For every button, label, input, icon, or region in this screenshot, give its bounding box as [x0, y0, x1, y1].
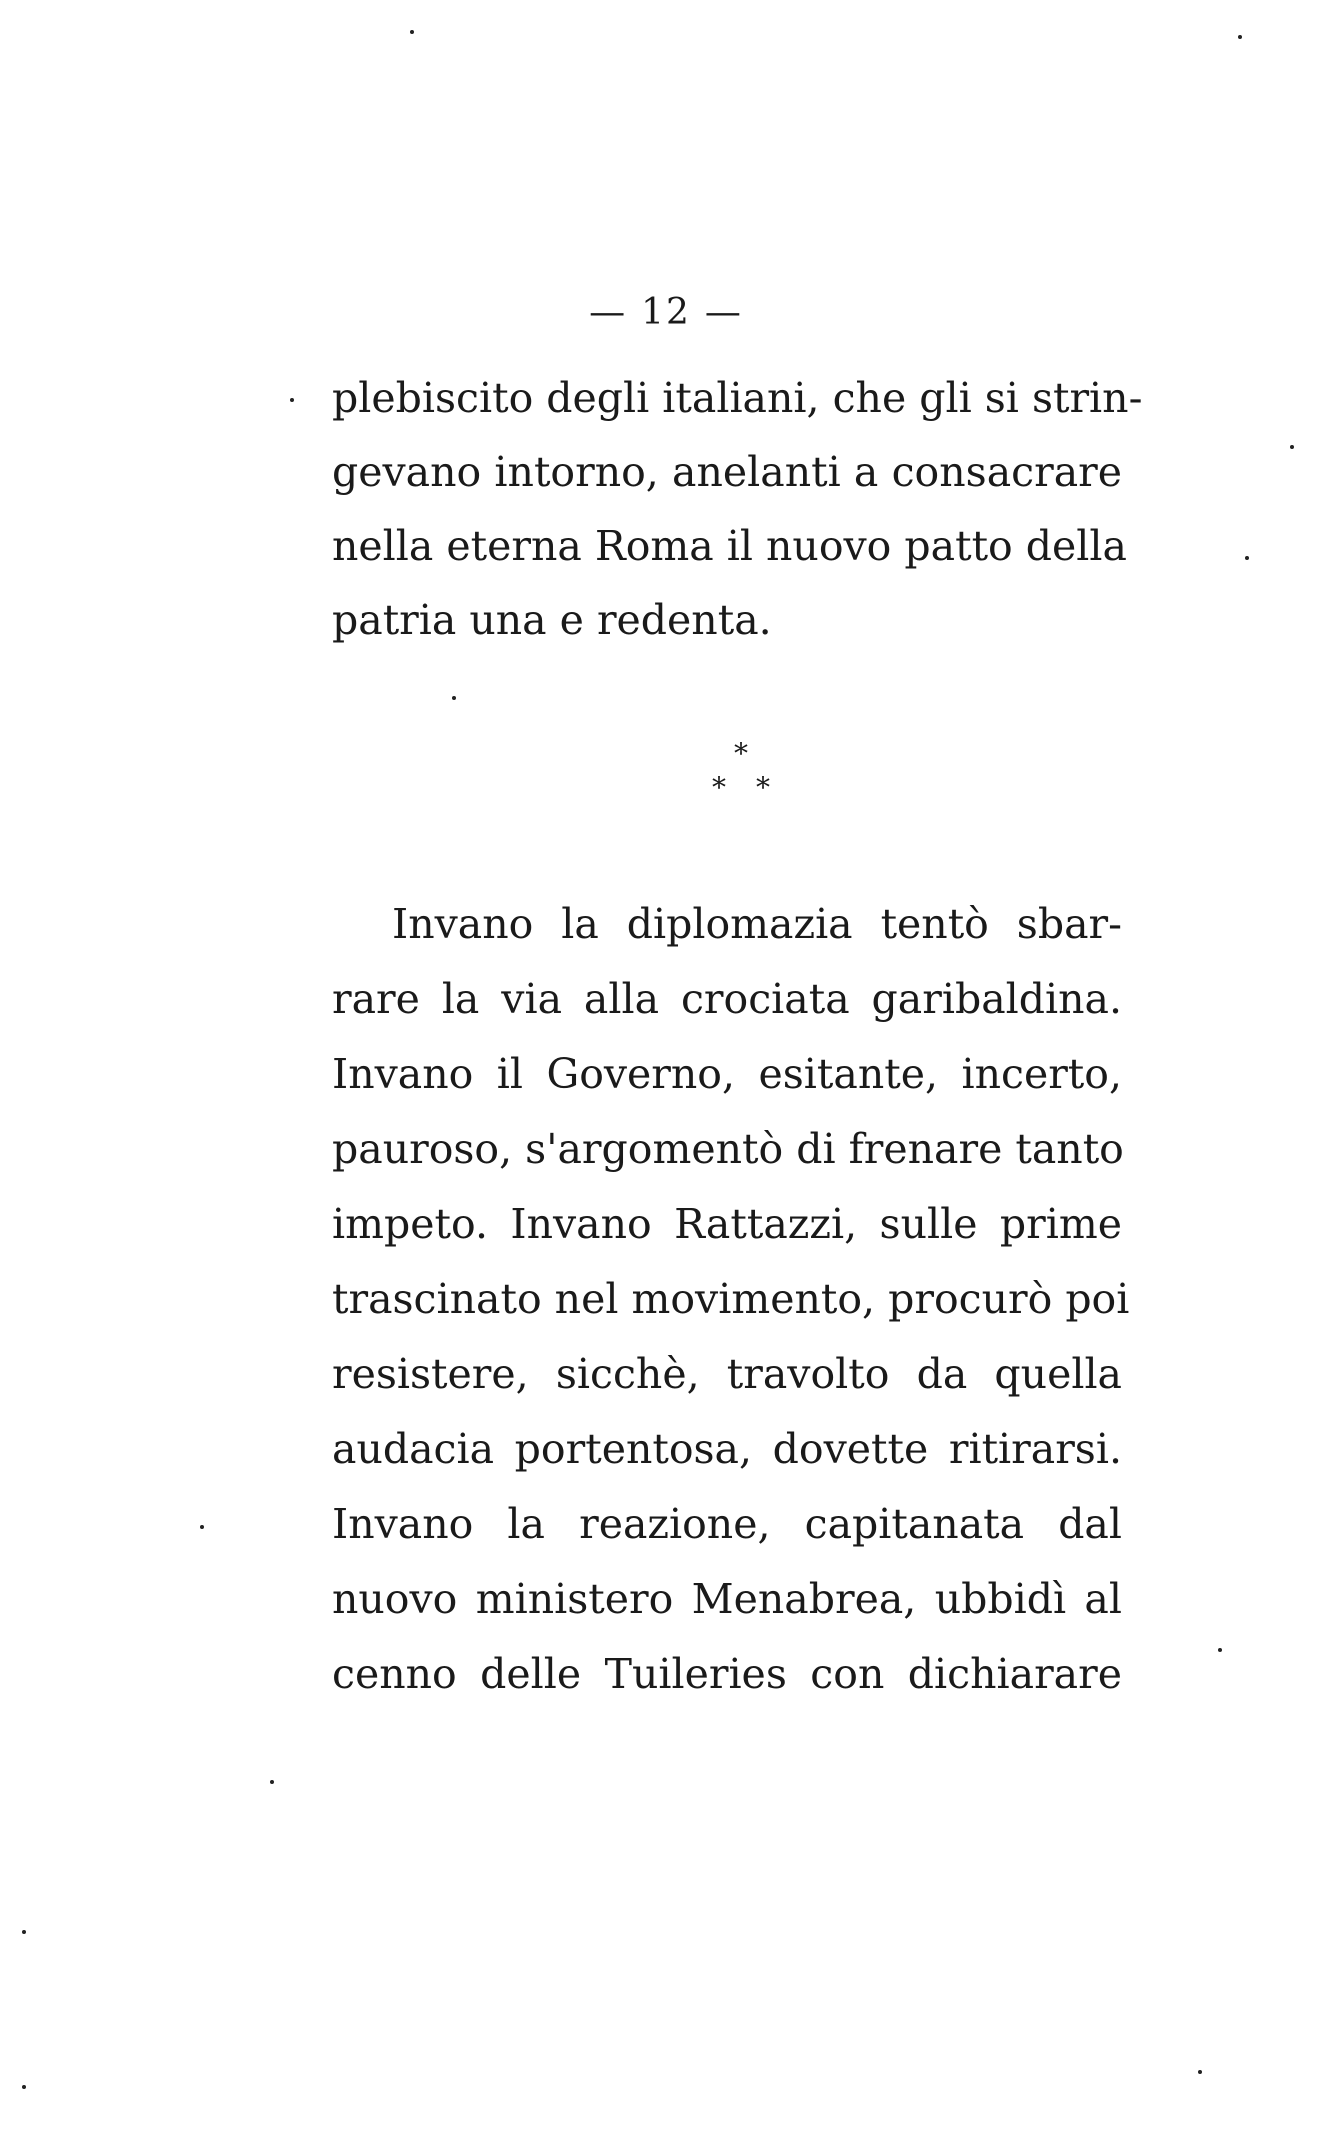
scan-speck [452, 696, 456, 700]
scan-speck [270, 1780, 274, 1784]
asterism-star-right: * [756, 771, 770, 804]
text-line: pauroso, s'argomentò di frenare tanto [332, 1125, 1124, 1173]
text-line: rare la via alla crociata garibaldina. [332, 975, 1122, 1023]
text-line: nuovo ministero Menabrea, ubbidì al [332, 1575, 1122, 1623]
asterism-star-top: * [734, 737, 748, 770]
text-line: gevano intorno, anelanti a consacrare [332, 448, 1122, 496]
scan-speck [200, 1525, 204, 1529]
text-line: Invano il Governo, esitante, incerto, [332, 1050, 1122, 1098]
text-line: cenno delle Tuileries con dichiarare [332, 1650, 1122, 1698]
scan-speck [1290, 445, 1294, 449]
section-separator-asterism [0, 737, 1332, 810]
scan-speck [410, 30, 414, 34]
text-line: nella eterna Roma il nuovo patto della [332, 522, 1127, 570]
scan-speck [1238, 35, 1242, 39]
text-line: impeto. Invano Rattazzi, sulle prime [332, 1200, 1122, 1248]
scan-speck [290, 398, 294, 402]
dash-right: — [704, 292, 743, 333]
page-number [0, 292, 1332, 333]
text-line: plebiscito degli italiani, che gli si strin- [332, 374, 1143, 422]
scan-speck [1245, 556, 1249, 560]
scan-speck [22, 2085, 26, 2089]
text-line: patria una e redenta. [332, 596, 772, 644]
scan-speck [22, 1930, 26, 1934]
dash-left: — [589, 292, 628, 333]
text-line: resistere, sicchè, travolto da quella [332, 1350, 1122, 1398]
text-line: trascinato nel movimento, procurò poi [332, 1275, 1130, 1323]
text-line: Invano la diplomazia tentò sbar- [392, 900, 1122, 948]
asterism-star-left: * [712, 771, 726, 804]
scan-speck [1198, 2070, 1202, 2074]
text-line: Invano la reazione, capitanata dal [332, 1500, 1122, 1548]
page-number-value: 12 [641, 292, 691, 333]
text-line: audacia portentosa, dovette ritirarsi. [332, 1425, 1122, 1473]
scan-speck [1218, 1648, 1222, 1652]
